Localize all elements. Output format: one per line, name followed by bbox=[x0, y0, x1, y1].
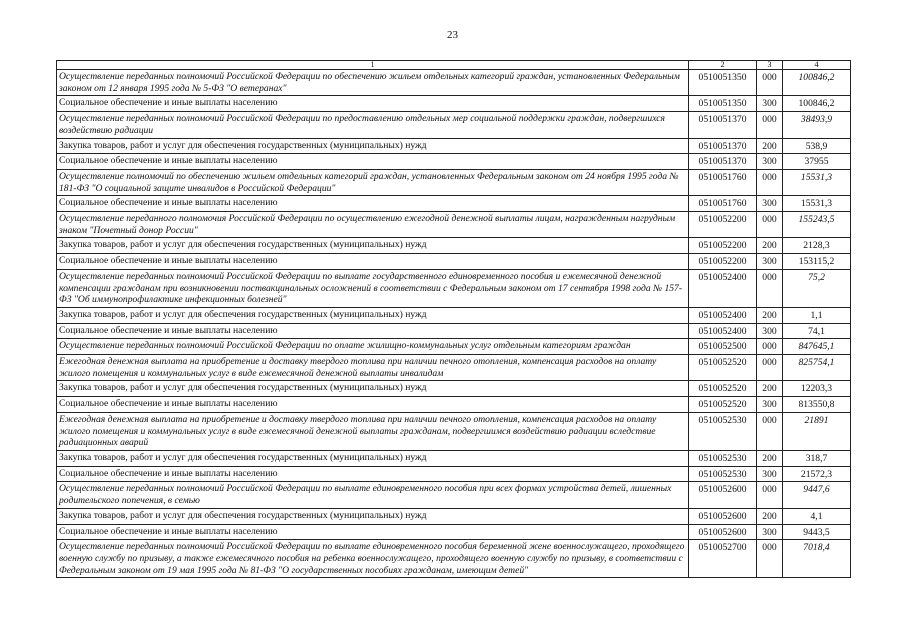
row-expense-kind: 300 bbox=[757, 397, 783, 413]
row-code: 0510052530 bbox=[689, 412, 757, 450]
row-expense-kind: 000 bbox=[757, 540, 783, 578]
row-expense-kind: 200 bbox=[757, 307, 783, 323]
row-amount: 9447,6 bbox=[783, 482, 851, 508]
row-amount: 847645,1 bbox=[783, 339, 851, 355]
row-amount: 7018,4 bbox=[783, 540, 851, 578]
row-description: Социальное обеспечение и иные выплаты населению bbox=[57, 524, 689, 540]
row-amount: 75,2 bbox=[783, 269, 851, 307]
row-code: 0510052500 bbox=[689, 339, 757, 355]
row-amount: 538,9 bbox=[783, 138, 851, 154]
table-row-expense bbox=[57, 154, 851, 170]
row-code: 0510052530 bbox=[689, 450, 757, 466]
row-description: Социальное обеспечение и иные выплаты населению bbox=[57, 196, 689, 212]
table-row-program bbox=[57, 482, 851, 508]
row-amount: 15531,3 bbox=[783, 169, 851, 195]
row-expense-kind: 200 bbox=[757, 450, 783, 466]
row-expense-kind: 000 bbox=[757, 355, 783, 381]
row-amount: 21572,3 bbox=[783, 466, 851, 482]
table-row-expense bbox=[57, 466, 851, 482]
row-expense-kind: 300 bbox=[757, 254, 783, 270]
row-description: Социальное обеспечение и иные выплаты населению bbox=[57, 397, 689, 413]
row-code: 0510051370 bbox=[689, 112, 757, 138]
row-expense-kind: 300 bbox=[757, 323, 783, 339]
row-code: 0510052520 bbox=[689, 381, 757, 397]
row-amount: 9443,5 bbox=[783, 524, 851, 540]
row-code: 0510051350 bbox=[689, 96, 757, 112]
row-description: Осуществление переданных полномочий Российской Федерации по оплате жилищно-коммунальных услуг отдельным категориям граждан bbox=[57, 339, 689, 355]
row-code: 0510052400 bbox=[689, 307, 757, 323]
row-description: Ежегодная денежная выплата на приобретение и доставку твердого топлива при наличии печного отопления, компенсация расходов на оплату жилого помещения и коммунальных услуг в виде ежемесячной денежной выплаты гражданам, подвергшимся воздействию радиации вследствие радиационных аварий bbox=[57, 412, 689, 450]
row-amount: 813550,8 bbox=[783, 397, 851, 413]
table-row-program bbox=[57, 540, 851, 578]
column-header-code: 2 bbox=[689, 61, 757, 70]
row-description: Осуществление полномочий по обеспечению жильем отдельных категорий граждан, установленных Федеральным законом от 24 ноября 1995 года № 181-ФЗ "О социальной защите инвалидов в Российской Федерации" bbox=[57, 169, 689, 195]
row-description: Социальное обеспечение и иные выплаты населению bbox=[57, 254, 689, 270]
column-header-kind: 3 bbox=[757, 61, 783, 70]
row-code: 0510052200 bbox=[689, 212, 757, 238]
row-code: 0510051760 bbox=[689, 196, 757, 212]
row-description: Осуществление переданного полномочия Российской Федерации по осуществлению ежегодной денежной выплаты лицам, награжденным нагрудным знаком "Почетный донор России" bbox=[57, 212, 689, 238]
row-description: Осуществление переданных полномочий Российской Федерации по выплате единовременного пособия при всех формах устройства детей, лишенных родительского попечения, в семью bbox=[57, 482, 689, 508]
table-row-expense bbox=[57, 450, 851, 466]
table-row-program bbox=[57, 169, 851, 195]
row-description: Осуществление переданных полномочий Российской Федерации по обеспечению жильем отдельных категорий граждан, установленных Федеральным законом от 12 января 1995 года № 5-ФЗ "О ветеранах" bbox=[57, 70, 689, 96]
table-row-expense bbox=[57, 397, 851, 413]
row-code: 0510052520 bbox=[689, 355, 757, 381]
row-code: 0510051370 bbox=[689, 138, 757, 154]
table-row-program bbox=[57, 339, 851, 355]
row-amount: 4,1 bbox=[783, 508, 851, 524]
table-row-program bbox=[57, 269, 851, 307]
table-row-expense bbox=[57, 381, 851, 397]
table-row-expense bbox=[57, 254, 851, 270]
table-row-expense bbox=[57, 238, 851, 254]
row-description: Закупка товаров, работ и услуг для обеспечения государственных (муниципальных) нужд bbox=[57, 381, 689, 397]
budget-table bbox=[56, 60, 851, 578]
row-amount: 37955 bbox=[783, 154, 851, 170]
row-amount: 2128,3 bbox=[783, 238, 851, 254]
table-row-expense bbox=[57, 524, 851, 540]
table-row-program bbox=[57, 412, 851, 450]
row-code: 0510052600 bbox=[689, 524, 757, 540]
row-description: Закупка товаров, работ и услуг для обеспечения государственных (муниципальных) нужд bbox=[57, 450, 689, 466]
table-row-program bbox=[57, 70, 851, 96]
row-expense-kind: 000 bbox=[757, 169, 783, 195]
column-header-description: 1 bbox=[57, 61, 689, 70]
row-expense-kind: 000 bbox=[757, 212, 783, 238]
table-row-expense bbox=[57, 323, 851, 339]
row-expense-kind: 000 bbox=[757, 339, 783, 355]
row-code: 0510052600 bbox=[689, 508, 757, 524]
row-code: 0510052700 bbox=[689, 540, 757, 578]
row-description: Закупка товаров, работ и услуг для обеспечения государственных (муниципальных) нужд bbox=[57, 508, 689, 524]
row-description: Социальное обеспечение и иные выплаты населению bbox=[57, 154, 689, 170]
row-expense-kind: 200 bbox=[757, 508, 783, 524]
row-description: Закупка товаров, работ и услуг для обеспечения государственных (муниципальных) нужд bbox=[57, 138, 689, 154]
row-amount: 100846,2 bbox=[783, 70, 851, 96]
row-description: Социальное обеспечение и иные выплаты населению bbox=[57, 323, 689, 339]
row-code: 0510051760 bbox=[689, 169, 757, 195]
row-expense-kind: 200 bbox=[757, 238, 783, 254]
table-row-expense bbox=[57, 138, 851, 154]
row-amount: 21891 bbox=[783, 412, 851, 450]
row-code: 0510052600 bbox=[689, 482, 757, 508]
column-header-amount: 4 bbox=[783, 61, 851, 70]
row-amount: 12203,3 bbox=[783, 381, 851, 397]
row-amount: 318,7 bbox=[783, 450, 851, 466]
row-expense-kind: 300 bbox=[757, 96, 783, 112]
row-amount: 74,1 bbox=[783, 323, 851, 339]
row-code: 0510052400 bbox=[689, 269, 757, 307]
row-amount: 155243,5 bbox=[783, 212, 851, 238]
row-expense-kind: 200 bbox=[757, 138, 783, 154]
row-expense-kind: 300 bbox=[757, 196, 783, 212]
row-code: 0510052400 bbox=[689, 323, 757, 339]
column-header-row bbox=[57, 61, 851, 70]
row-expense-kind: 300 bbox=[757, 466, 783, 482]
row-expense-kind: 000 bbox=[757, 269, 783, 307]
row-code: 0510051370 bbox=[689, 154, 757, 170]
row-description: Социальное обеспечение и иные выплаты населению bbox=[57, 466, 689, 482]
row-code: 0510052200 bbox=[689, 254, 757, 270]
row-description: Закупка товаров, работ и услуг для обеспечения государственных (муниципальных) нужд bbox=[57, 307, 689, 323]
row-amount: 153115,2 bbox=[783, 254, 851, 270]
table-row-program bbox=[57, 212, 851, 238]
row-amount: 1,1 bbox=[783, 307, 851, 323]
row-expense-kind: 000 bbox=[757, 70, 783, 96]
row-expense-kind: 300 bbox=[757, 524, 783, 540]
table-row-program bbox=[57, 112, 851, 138]
row-amount: 15531,3 bbox=[783, 196, 851, 212]
row-amount: 100846,2 bbox=[783, 96, 851, 112]
row-code: 0510051350 bbox=[689, 70, 757, 96]
row-expense-kind: 200 bbox=[757, 381, 783, 397]
row-description: Осуществление переданных полномочий Российской Федерации по выплате государственного единовременного пособия и ежемесячной денежной компенсации гражданам при возникновении поствакцинальных осложнений в соответствии с Федеральным законом от 17 сентября 1998 года № 157-ФЗ "Об иммунопрофилактике инфекционных болезней" bbox=[57, 269, 689, 307]
table-row-expense bbox=[57, 196, 851, 212]
row-expense-kind: 000 bbox=[757, 482, 783, 508]
row-description: Ежегодная денежная выплата на приобретение и доставку твердого топлива при наличии печного отопления, компенсация расходов на оплату жилого помещения и коммунальных услуг в виде ежемесячной денежной выплаты инвалидам bbox=[57, 355, 689, 381]
page-number: 23 bbox=[447, 29, 458, 41]
table-row-expense bbox=[57, 96, 851, 112]
row-amount: 825754,1 bbox=[783, 355, 851, 381]
row-description: Осуществление переданных полномочий Российской Федерации по выплате единовременного пособия беременной жене военнослужащего, проходящего военную службу по призыву, а также ежемесячного пособия на ребенка военнослужащего, проходящего военную службу по призыву, в соответствии с Федеральным законом от 19 мая 1995 года № 81-ФЗ "О государственных пособиях гражданам, имеющим детей" bbox=[57, 540, 689, 578]
row-expense-kind: 300 bbox=[757, 154, 783, 170]
row-code: 0510052520 bbox=[689, 397, 757, 413]
table-row-expense bbox=[57, 307, 851, 323]
row-expense-kind: 000 bbox=[757, 112, 783, 138]
row-code: 0510052200 bbox=[689, 238, 757, 254]
row-description: Социальное обеспечение и иные выплаты населению bbox=[57, 96, 689, 112]
row-description: Закупка товаров, работ и услуг для обеспечения государственных (муниципальных) нужд bbox=[57, 238, 689, 254]
row-code: 0510052530 bbox=[689, 466, 757, 482]
table-row-expense bbox=[57, 508, 851, 524]
row-expense-kind: 000 bbox=[757, 412, 783, 450]
row-amount: 38493,9 bbox=[783, 112, 851, 138]
table-row-program bbox=[57, 355, 851, 381]
row-description: Осуществление переданных полномочий Российской Федерации по предоставлению отдельных мер социальной поддержки граждан, подвергшихся воздействию радиации bbox=[57, 112, 689, 138]
